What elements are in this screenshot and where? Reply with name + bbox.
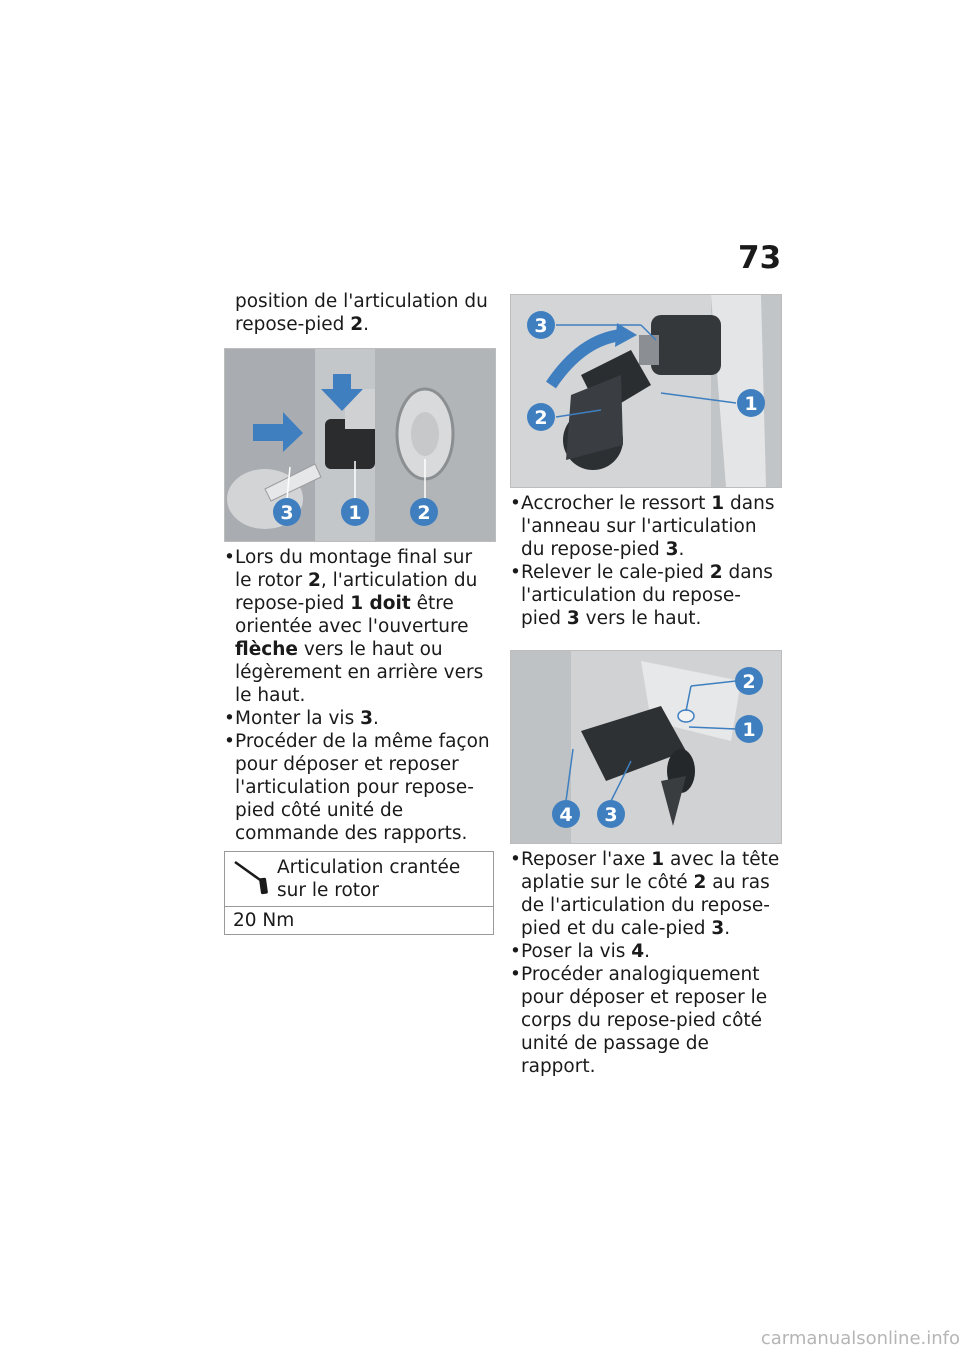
svg-text:4: 4 (559, 804, 573, 826)
svg-text:3: 3 (534, 315, 548, 337)
torque-wrench-icon (229, 856, 273, 898)
callout-1 (341, 498, 369, 526)
left-step-list (224, 546, 494, 845)
svg-text:1: 1 (744, 393, 758, 415)
left-column (224, 290, 494, 935)
watermark: carmanualsonline.info (760, 1328, 960, 1349)
callout-1 (735, 715, 763, 743)
svg-text:1: 1 (348, 502, 362, 524)
callout-2 (527, 403, 555, 431)
svg-text:3: 3 (604, 804, 618, 826)
step-repeat-other-side: • Procéder de la même façon pour déposer et reposer l'articulation pour repose-pied côté unité de commande des rapports. (224, 730, 494, 845)
callout-3 (527, 311, 555, 339)
torque-spec-box (224, 851, 494, 935)
step-repeat-analog: • Procéder analogiquement pour déposer et reposer le corps du repose-pied côté unité de passage de rapport. (510, 963, 780, 1078)
figure-axle-install (510, 650, 782, 844)
step-mount-screw: • Monter la vis 3. (224, 707, 494, 730)
callout-2 (410, 498, 438, 526)
step-hook-spring: • Accrocher le ressort 1 dans l'anneau sur l'articulation du repose-pied 3. (510, 492, 780, 561)
step-install-screw: • Poser la vis 4. (510, 940, 780, 963)
callout-4 (552, 800, 580, 828)
callout-1 (737, 389, 765, 417)
figure-spring-hook (510, 294, 782, 488)
figure-spring-hook-illustration (511, 295, 781, 487)
torque-label: Articulation crantée sur le rotor (277, 857, 461, 901)
callout-3 (273, 498, 301, 526)
step-raise-footpeg: • Relever le cale-pied 2 dans l'articulation du repose-pied 3 vers le haut. (510, 561, 780, 630)
figure-footrest-joint (224, 348, 496, 542)
figure-footrest-joint-illustration (225, 349, 495, 541)
callout-3 (597, 800, 625, 828)
right-step-list-1 (510, 492, 780, 630)
intro-text: position de l'articulation du repose-pied 2. (235, 291, 488, 335)
page-number: 73 (738, 240, 782, 276)
svg-text:2: 2 (534, 407, 548, 429)
svg-text:1: 1 (742, 719, 756, 741)
right-column (510, 294, 780, 1078)
torque-value: 20 Nm (225, 906, 493, 934)
step-reinstall-axle: • Reposer l'axe 1 avec la tête aplatie sur le côté 2 au ras de l'articulation du repose-pied et du cale-pied 3. (510, 848, 780, 940)
svg-text:2: 2 (742, 671, 756, 693)
right-step-list-2 (510, 848, 780, 1078)
svg-text:2: 2 (417, 502, 431, 524)
step-final-assembly: • Lors du montage final sur le rotor 2, l'articulation du repose-pied 1 doit être orientée avec l'ouverture flèche vers le haut ou légèrement en arrière vers le haut. (224, 546, 494, 707)
figure-axle-install-illustration (511, 651, 781, 843)
callout-2 (735, 667, 763, 695)
svg-text:3: 3 (280, 502, 294, 524)
